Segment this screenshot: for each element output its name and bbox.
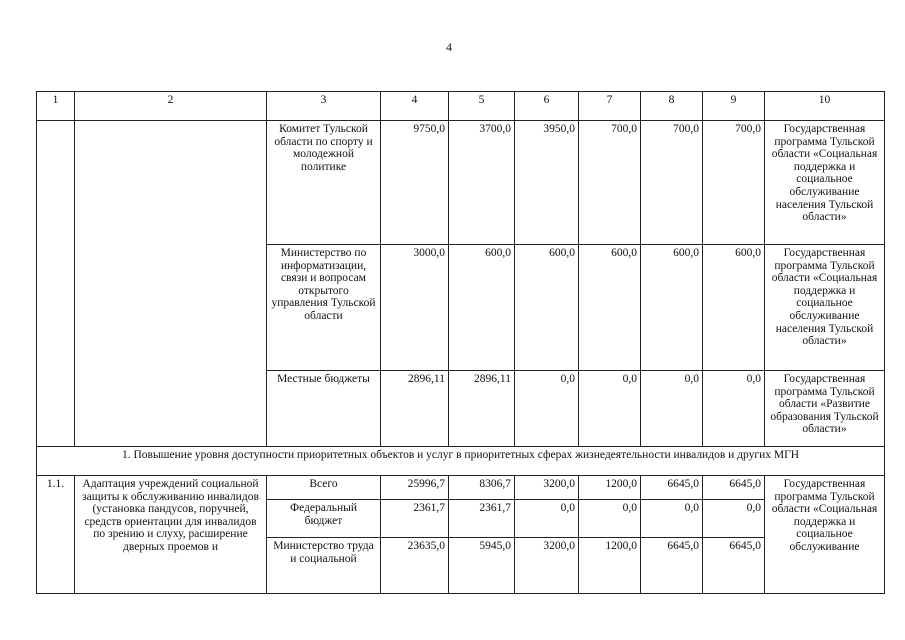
header-row [37, 92, 885, 121]
executor-cell: Местные бюджеты [267, 371, 381, 447]
value-cell: 600,0 [449, 245, 515, 371]
value-cell: 0,0 [579, 371, 641, 447]
value-cell: 0,0 [703, 500, 765, 538]
header-cell: 9 [703, 92, 765, 121]
executor-cell: Министерство труда и социальной [267, 538, 381, 594]
value-cell: 2361,7 [381, 500, 449, 538]
value-cell: 0,0 [641, 500, 703, 538]
header-cell: 1 [37, 92, 75, 121]
value-cell: 23635,0 [381, 538, 449, 594]
value-cell: 3200,0 [515, 476, 579, 500]
value-cell: 6645,0 [703, 538, 765, 594]
program-cell: Государственная программа Тульской области «Социальная поддержка и социальное обслуживание [765, 476, 885, 594]
empty-cell [75, 121, 267, 447]
value-cell: 0,0 [641, 371, 703, 447]
page-number: 4 [446, 40, 452, 54]
item-name: Адаптация учреждений социальной защиты к обслуживанию инвалидов (установка пандусов, поручней, средств ориентации для инвалидов по зрению и слуху, расширение дверных проемов и [75, 476, 267, 594]
value-cell: 2896,11 [449, 371, 515, 447]
value-cell: 5945,0 [449, 538, 515, 594]
section-row [37, 447, 885, 476]
value-cell: 600,0 [703, 245, 765, 371]
header-cell: 3 [267, 92, 381, 121]
value-cell: 8306,7 [449, 476, 515, 500]
value-cell: 6645,0 [641, 476, 703, 500]
header-cell: 5 [449, 92, 515, 121]
value-cell: 3000,0 [381, 245, 449, 371]
value-cell: 1200,0 [579, 476, 641, 500]
table-row [37, 476, 885, 500]
program-cell: Государственная программа Тульской области «Социальная поддержка и социальное обслуживание населения Тульской области» [765, 121, 885, 245]
section-title: 1. Повышение уровня доступности приоритетных объектов и услуг в приоритетных сферах жизнедеятельности инвалидов и других МГН [37, 447, 885, 476]
item-number: 1.1. [37, 476, 75, 594]
executor-cell: Всего [267, 476, 381, 500]
value-cell: 700,0 [641, 121, 703, 245]
value-cell: 1200,0 [579, 538, 641, 594]
header-cell: 2 [75, 92, 267, 121]
value-cell: 0,0 [703, 371, 765, 447]
program-cell: Государственная программа Тульской области «Социальная поддержка и социальное обслуживание населения Тульской области» [765, 245, 885, 371]
executor-cell: Министерство по информатизации, связи и вопросам открытого управления Тульской области [267, 245, 381, 371]
header-cell: 10 [765, 92, 885, 121]
value-cell: 3950,0 [515, 121, 579, 245]
value-cell: 2896,11 [381, 371, 449, 447]
value-cell: 600,0 [515, 245, 579, 371]
header-cell: 7 [579, 92, 641, 121]
budget-table [36, 91, 885, 594]
value-cell: 2361,7 [449, 500, 515, 538]
value-cell: 0,0 [515, 500, 579, 538]
program-cell: Государственная программа Тульской области «Развитие образования Тульской области» [765, 371, 885, 447]
value-cell: 25996,7 [381, 476, 449, 500]
value-cell: 0,0 [579, 500, 641, 538]
value-cell: 600,0 [579, 245, 641, 371]
executor-cell: Комитет Тульской области по спорту и молодежной политике [267, 121, 381, 245]
empty-cell [37, 121, 75, 447]
value-cell: 600,0 [641, 245, 703, 371]
value-cell: 0,0 [515, 371, 579, 447]
table-row [37, 121, 885, 245]
value-cell: 700,0 [579, 121, 641, 245]
value-cell: 3700,0 [449, 121, 515, 245]
value-cell: 6645,0 [641, 538, 703, 594]
header-cell: 4 [381, 92, 449, 121]
executor-cell: Федеральный бюджет [267, 500, 381, 538]
value-cell: 9750,0 [381, 121, 449, 245]
value-cell: 3200,0 [515, 538, 579, 594]
value-cell: 700,0 [703, 121, 765, 245]
header-cell: 6 [515, 92, 579, 121]
value-cell: 6645,0 [703, 476, 765, 500]
header-cell: 8 [641, 92, 703, 121]
